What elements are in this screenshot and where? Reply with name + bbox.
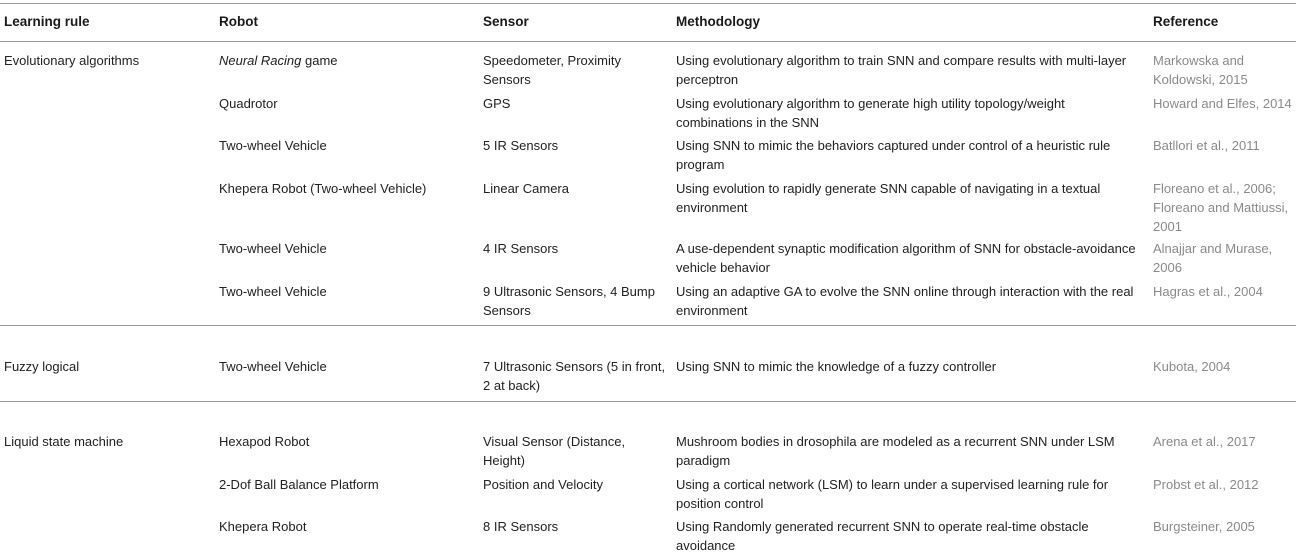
sensor-cell: Visual Sensor (Distance, Height) [483,434,626,468]
reference-cell: Probst et al., 2012 [1153,477,1259,492]
sensor-cell: Linear Camera [483,181,569,196]
reference-cell: Kubota, 2004 [1153,359,1231,374]
method-cell: Using SNN to mimic the knowledge of a fuzzy controller [676,359,997,374]
group-label-lsm: Liquid state machine [4,434,124,449]
group-divider [0,325,1296,326]
group-divider [0,401,1296,402]
robot-cell: Two-wheel Vehicle [219,138,327,153]
robot-cell [219,51,474,70]
group-label-evolutionary: Evolutionary algorithms [4,53,140,68]
robot-text: game [301,53,338,68]
method-cell: Using evolution to rapidly generate SNN capable of navigating in a textual environment [676,181,1101,215]
method-cell: Using Randomly generated recurrent SNN to operate real-time obstacle avoidance [676,519,1089,553]
reference-cell: Floreano et al., 2006; Floreano and Mattiussi, 2001 [1153,181,1289,234]
robot-cell: Hexapod Robot [219,434,310,449]
reference-cell: Howard and Elfes, 2014 [1153,96,1292,111]
robot-cell: Two-wheel Vehicle [219,241,327,256]
method-cell: Using an adaptive GA to evolve the SNN online through interaction with the real environment [676,284,1134,318]
method-cell: Using evolutionary algorithm to generate high utility topology/weight combinations in the SNN [676,96,1065,130]
robot-cell: Khepera Robot [219,519,307,534]
header-robot: Robot [219,14,258,29]
sensor-cell: 7 Ultrasonic Sensors (5 in front, 2 at back) [483,359,666,393]
header-learning-rule: Learning rule [4,14,90,29]
robot-italic: Neural Racing [219,53,302,68]
reference-cell: Alnajjar and Murase, 2006 [1153,241,1273,275]
sensor-cell: 8 IR Sensors [483,519,559,534]
group-label-fuzzy: Fuzzy logical [4,359,80,374]
method-cell: Using SNN to mimic the behaviors captured under control of a heuristic rule program [676,138,1111,172]
robot-cell: 2-Dof Ball Balance Platform [219,477,379,492]
method-cell: Mushroom bodies in drosophila are modeled as a recurrent SNN under LSM paradigm [676,434,1115,468]
sensor-cell: 9 Ultrasonic Sensors, 4 Bump Sensors [483,284,655,318]
robot-cell: Two-wheel Vehicle [219,359,327,374]
robot-cell: Two-wheel Vehicle [219,284,327,299]
robot-cell: Khepera Robot (Two-wheel Vehicle) [219,181,427,196]
reference-cell: Hagras et al., 2004 [1153,284,1263,299]
reference-cell: Batllori et al., 2011 [1153,138,1260,153]
header-methodology: Methodology [676,14,760,29]
robot-cell: Quadrotor [219,96,278,111]
top-rule [0,3,1296,4]
sensor-cell: Position and Velocity [483,477,603,492]
method-cell: Using a cortical network (LSM) to learn under a supervised learning rule for position control [676,477,1109,511]
sensor-cell: Speedometer, Proximity Sensors [483,53,622,87]
header-reference: Reference [1153,14,1219,29]
sensor-cell: 5 IR Sensors [483,138,559,153]
method-cell: Using evolutionary algorithm to train SNN and compare results with multi-layer perceptron [676,53,1127,87]
header-rule [0,41,1296,42]
sensor-cell: 4 IR Sensors [483,241,559,256]
method-cell: A use-dependent synaptic modification algorithm of SNN for obstacle-avoidance vehicle behavior [676,241,1136,275]
reference-cell: Arena et al., 2017 [1153,434,1256,449]
reference-cell: Markowska and Koldowski, 2015 [1153,53,1248,87]
header-sensor: Sensor [483,14,529,29]
reference-cell: Burgsteiner, 2005 [1153,519,1255,534]
sensor-cell: GPS [483,96,511,111]
